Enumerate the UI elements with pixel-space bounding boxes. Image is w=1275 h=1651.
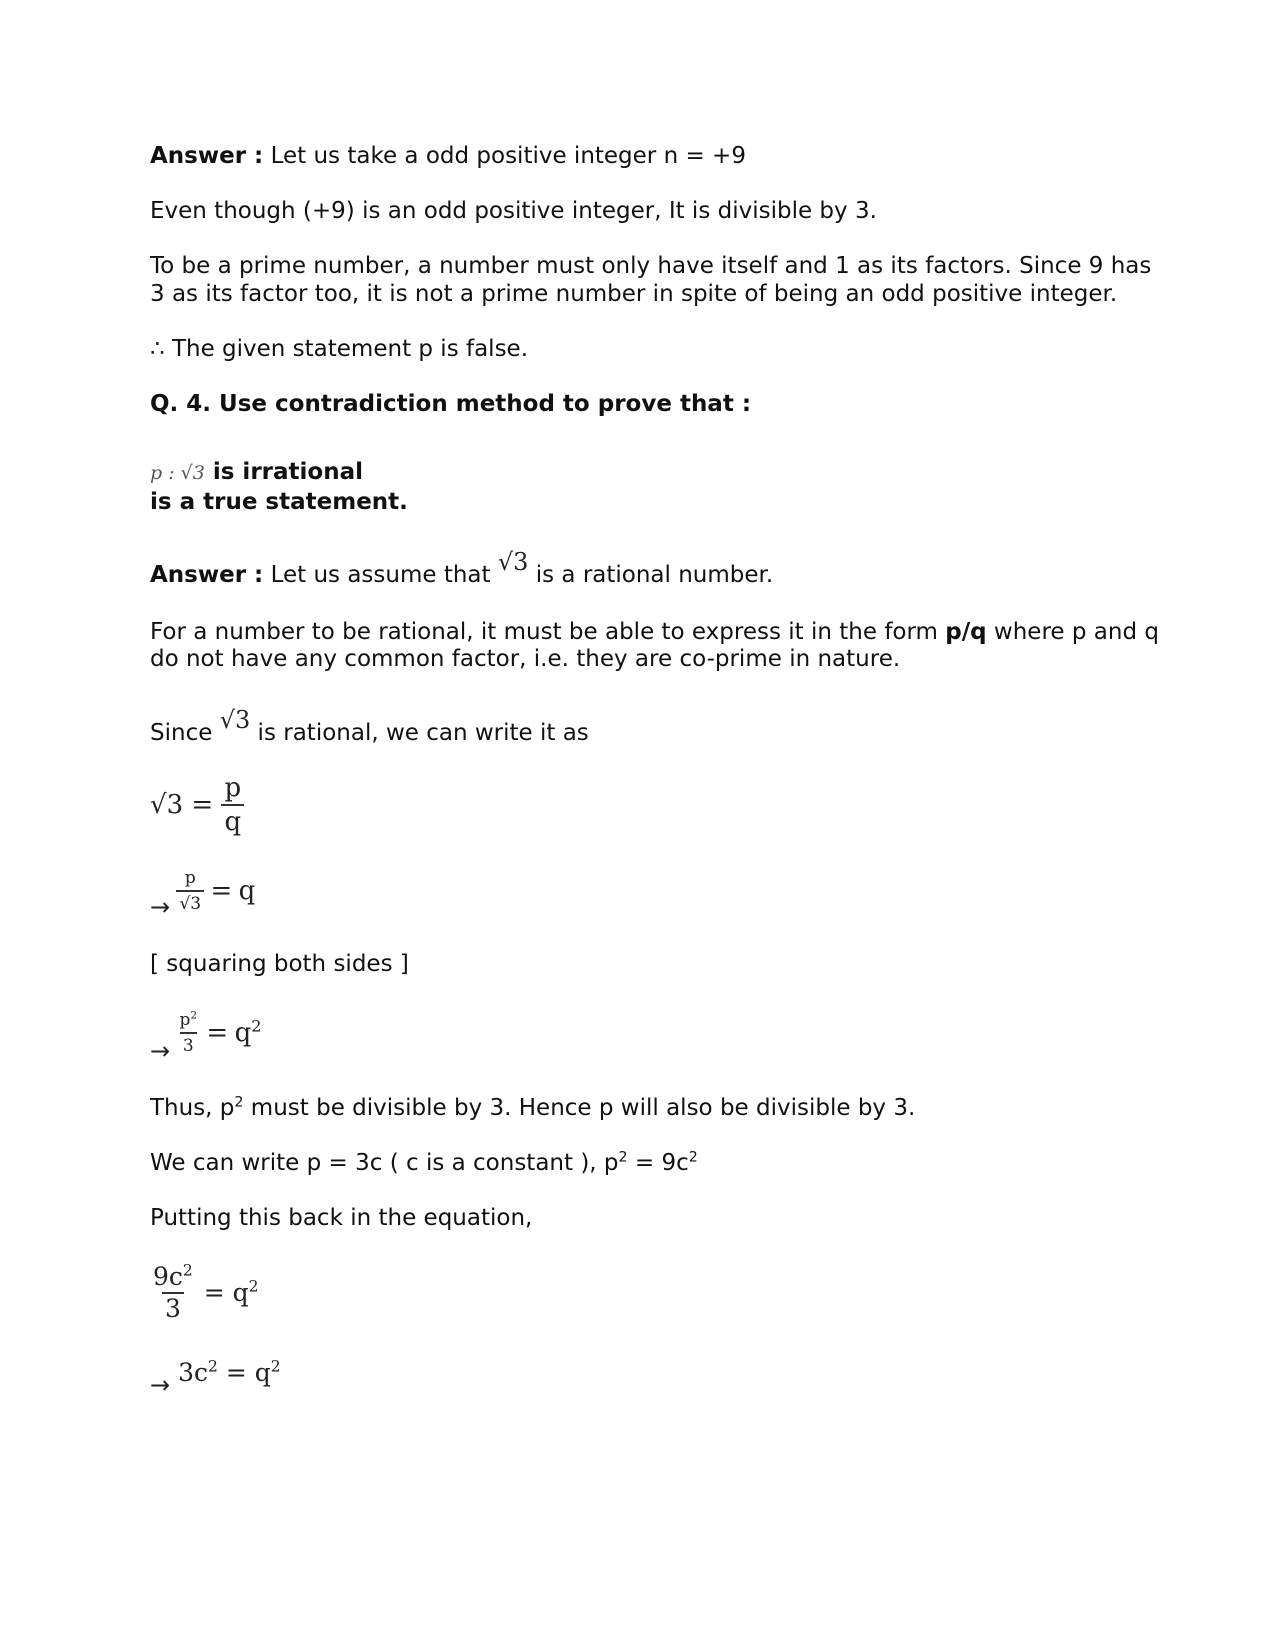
equation-4	[150, 1262, 259, 1324]
paragraph-prime-line-2: 3 as its factor too, it is not a prime number in spite of being an odd positive integer.	[150, 281, 1118, 307]
eq3-rhs-exponent: 2	[251, 1016, 262, 1036]
answer-2-line	[150, 548, 774, 590]
eq5-lhs-exponent: 2	[207, 1357, 218, 1376]
paragraph-squaring: [ squaring both sides ]	[150, 951, 409, 977]
eq5-lhs-base: 3c	[178, 1358, 208, 1387]
eq4-rhs-base: q	[232, 1278, 249, 1307]
eq5-rhs	[255, 1358, 281, 1387]
arrow-icon: →	[150, 1036, 171, 1065]
wecan-text-mid: = 9c	[627, 1150, 689, 1176]
rational-text-after: where p and q	[986, 619, 1159, 645]
arrow-icon: →	[150, 1371, 171, 1399]
eq3-fraction	[176, 1008, 200, 1058]
eq5-lhs	[178, 1358, 218, 1387]
eq2-denominator: √3	[176, 890, 204, 916]
equation-3	[150, 1008, 262, 1065]
eq5-rhs-exponent: 2	[270, 1357, 281, 1376]
wecan-exponent-1: 2	[618, 1149, 628, 1166]
eq4-rhs-exponent: 2	[248, 1277, 259, 1296]
rational-pq: p/q	[945, 619, 987, 645]
answer-text-before: Let us assume that	[263, 562, 498, 588]
eq1-numerator: p	[224, 773, 242, 803]
answer-label: Answer :	[150, 562, 264, 588]
since-text-before: Since	[150, 720, 220, 746]
eq3-rhs-base: q	[234, 1018, 252, 1048]
eq2-equals: =	[210, 876, 233, 906]
paragraph-therefore: ∴ The given statement p is false.	[150, 336, 529, 362]
eq5-rhs-base: q	[254, 1358, 271, 1387]
answer-text-after: is a rational number.	[528, 562, 774, 588]
wecan-exponent-2: 2	[688, 1149, 698, 1166]
statement-text: is irrational	[204, 459, 363, 485]
eq1-equals: =	[191, 790, 214, 820]
since-text-after: is rational, we can write it as	[250, 720, 589, 746]
eq2-fraction	[176, 866, 204, 916]
eq4-rhs	[233, 1278, 259, 1307]
eq1-denominator: q	[221, 804, 244, 838]
eq4-denominator: 3	[162, 1292, 184, 1324]
eq1-lhs: √3	[150, 790, 184, 820]
eq5-equals: =	[225, 1358, 247, 1387]
answer-1-line	[150, 142, 746, 171]
paragraph-rational-line-2: do not have any common factor, i.e. they are co-prime in nature.	[150, 646, 901, 672]
eq4-equals: =	[203, 1278, 225, 1307]
eq4-num-base: 9c	[153, 1262, 183, 1291]
math-sqrt3: √3	[497, 548, 529, 576]
paragraph-even-though: Even though (+9) is an odd positive integer, It is divisible by 3.	[150, 198, 877, 224]
thus-text-before: Thus, p	[150, 1095, 235, 1121]
thus-text-after: must be divisible by 3. Hence p will also be divisible by 3.	[243, 1095, 916, 1121]
eq4-fraction	[150, 1262, 196, 1324]
eq2-numerator: p	[184, 868, 196, 888]
answer-label: Answer :	[150, 143, 264, 169]
paragraph-we-can-write	[150, 1149, 698, 1178]
question-4-statement-line-2: is a true statement.	[150, 489, 408, 515]
eq4-num-exponent: 2	[182, 1261, 193, 1280]
eq3-denominator: 3	[180, 1032, 197, 1058]
answer-text: Let us take a odd positive integer n = +9	[263, 143, 746, 169]
rational-text-before: For a number to be rational, it must be able to express it in the form	[150, 619, 946, 645]
eq1-fraction	[221, 772, 244, 838]
arrow-icon: →	[150, 892, 171, 921]
eq3-equals: =	[206, 1018, 229, 1048]
equation-5	[150, 1357, 281, 1399]
paragraph-since	[150, 706, 589, 748]
math-p-sqrt3: p : √3	[150, 462, 205, 484]
question-4-heading: Q. 4. Use contradiction method to prove that :	[150, 391, 752, 417]
eq3-num-base: p	[179, 1010, 191, 1030]
eq3-numerator	[176, 1008, 200, 1032]
question-4-statement-line-1	[150, 458, 363, 488]
eq2-rhs: q	[238, 876, 256, 906]
eq4-numerator	[150, 1262, 196, 1292]
thus-exponent: 2	[234, 1094, 244, 1111]
eq3-rhs	[235, 1018, 262, 1048]
paragraph-putting: Putting this back in the equation,	[150, 1205, 533, 1231]
paragraph-rational-line-1	[150, 618, 1159, 647]
equation-1	[150, 772, 244, 838]
paragraph-prime-line-1: To be a prime number, a number must only have itself and 1 as its factors. Since 9 has	[150, 253, 1152, 279]
eq3-num-exponent: 2	[190, 1009, 198, 1022]
wecan-text-before: We can write p = 3c ( c is a constant ), p	[150, 1150, 619, 1176]
paragraph-thus	[150, 1094, 915, 1123]
equation-2	[150, 866, 256, 921]
math-sqrt3: √3	[219, 706, 251, 734]
